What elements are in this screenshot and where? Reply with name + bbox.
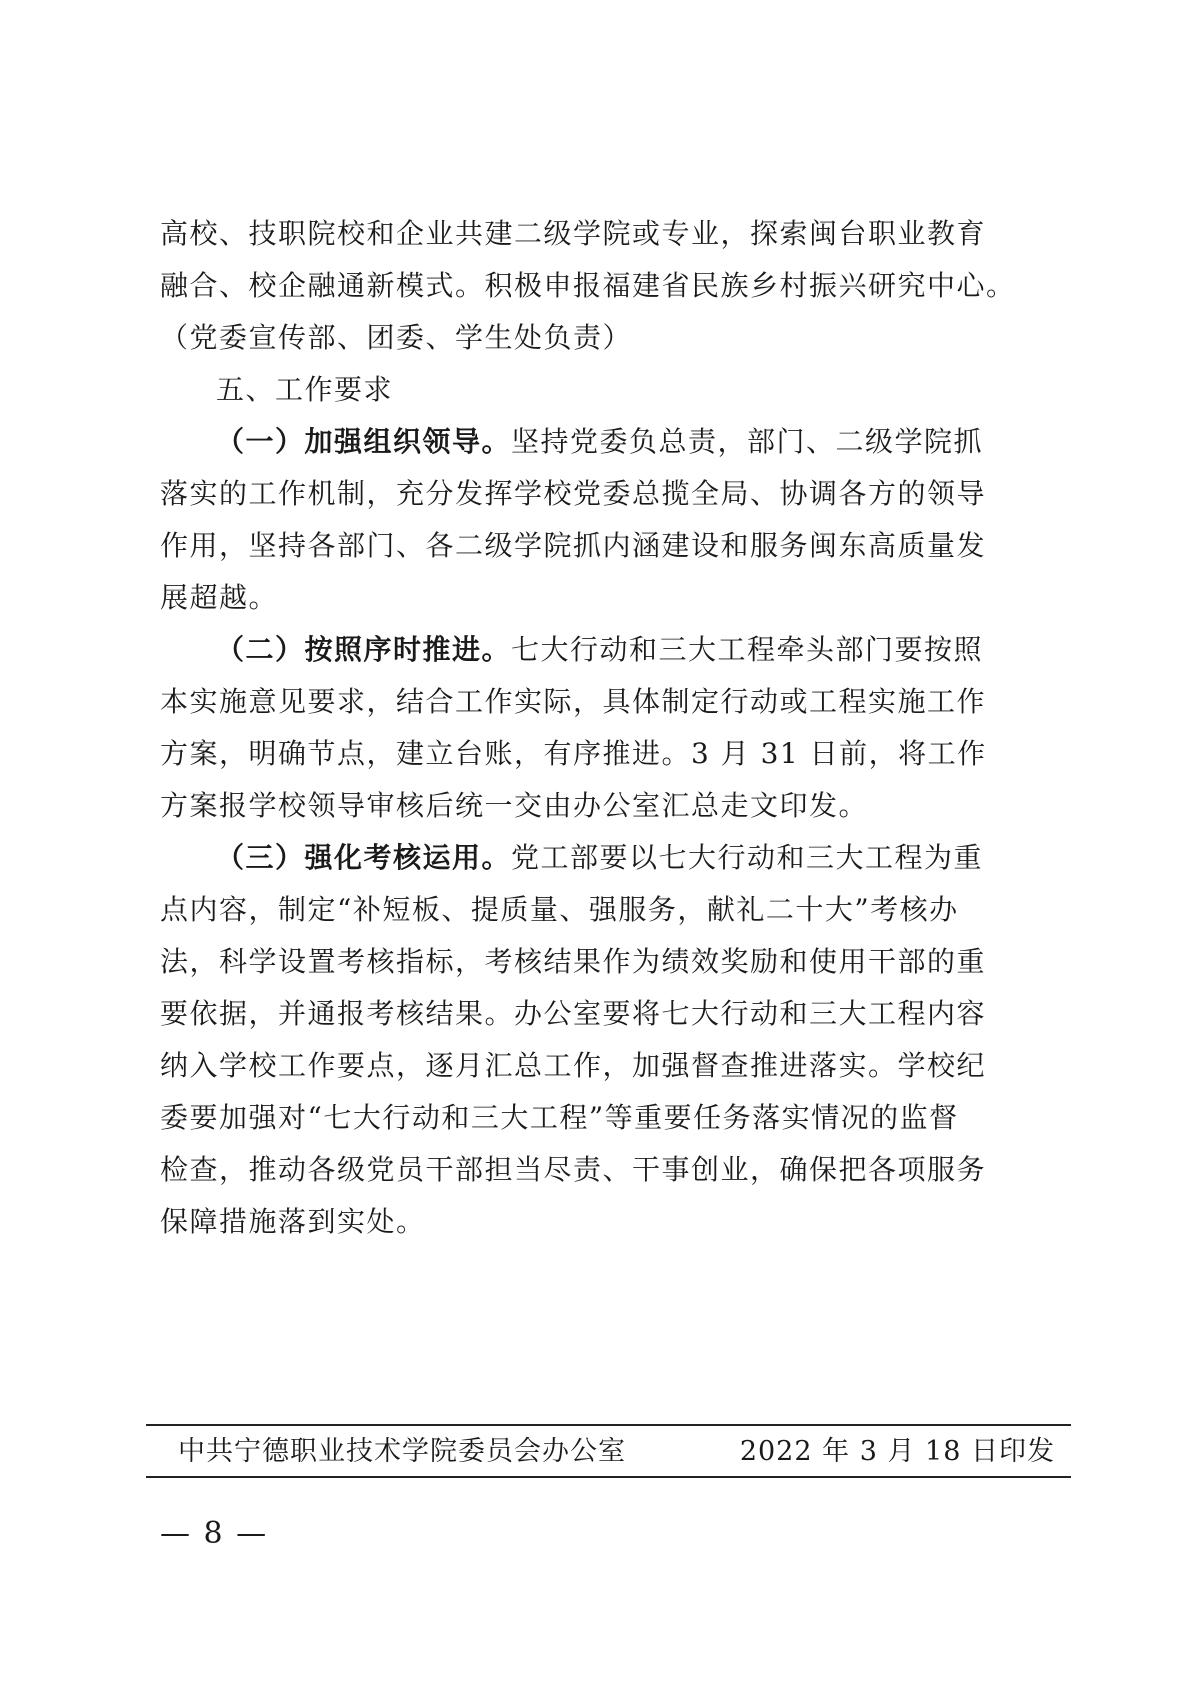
body-text [160, 208, 1040, 1248]
responsible-departments-note: （党委宣传部、团委、学生处负责） [160, 321, 633, 354]
item-1-first-line [160, 416, 1040, 468]
item-3-first-line [160, 832, 1040, 884]
text-line: 展超越。 [160, 581, 279, 614]
item-2-text: 七大行动和三大工程牵头部门要按照 [511, 633, 984, 666]
text-line: 委要加强对“七大行动和三大工程”等重要任务落实情况的监督 [160, 1101, 959, 1134]
issue-date: 2022 年 3 月 18 日印发 [739, 1436, 1055, 1467]
section-heading: 五、工作要求 [216, 373, 394, 406]
item-1-text: 坚持党委负总责，部门、二级学院抓 [511, 425, 984, 458]
text-line: 本实施意见要求，结合工作实际，具体制定行动或工程实施工作 [160, 685, 987, 718]
text-line: 落实的工作机制，充分发挥学校党委总揽全局、协调各方的领导 [160, 477, 987, 510]
page-number: — 8 — [160, 1516, 269, 1551]
text-line: 作用，坚持各部门、各二级学院抓内涵建设和服务闽东高质量发 [160, 529, 987, 562]
text-line: 高校、技职院校和企业共建二级学院或专业，探索闽台职业教育 [160, 217, 987, 250]
text-line: 要依据，并通报考核结果。办公室要将七大行动和三大工程内容 [160, 997, 987, 1030]
text-line: 保障措施落到实处。 [160, 1205, 426, 1238]
text-line: 检查，推动各级党员干部担当尽责、干事创业，确保把各项服务 [160, 1153, 987, 1186]
colophon-bottom-rule [146, 1476, 1071, 1478]
issuing-office: 中共宁德职业技术学院委员会办公室 [178, 1436, 626, 1467]
colophon-row [146, 1432, 1071, 1472]
item-1-lead: （一）加强组织领导。 [216, 425, 512, 458]
text-line: 方案报学校领导审核后统一交由办公室汇总走文印发。 [160, 789, 869, 822]
text-line: 纳入学校工作要点，逐月汇总工作，加强督查推进落实。学校纪 [160, 1049, 987, 1082]
text-line: 点内容，制定“补短板、提质量、强服务，献礼二十大”考核办 [160, 893, 959, 926]
colophon-top-rule [146, 1424, 1071, 1426]
item-2-first-line [160, 624, 1040, 676]
text-line: 融合、校企融通新模式。积极申报福建省民族乡村振兴研究中心。 [160, 269, 1016, 302]
item-2-lead: （二）按照序时推进。 [216, 633, 512, 666]
text-line: 方案，明确节点，建立台账，有序推进。3 月 31 日前，将工作 [160, 737, 987, 770]
item-3-text: 党工部要以七大行动和三大工程为重 [511, 841, 984, 874]
item-3-lead: （三）强化考核运用。 [216, 841, 512, 874]
text-line: 法，科学设置考核指标，考核结果作为绩效奖励和使用干部的重 [160, 945, 987, 978]
